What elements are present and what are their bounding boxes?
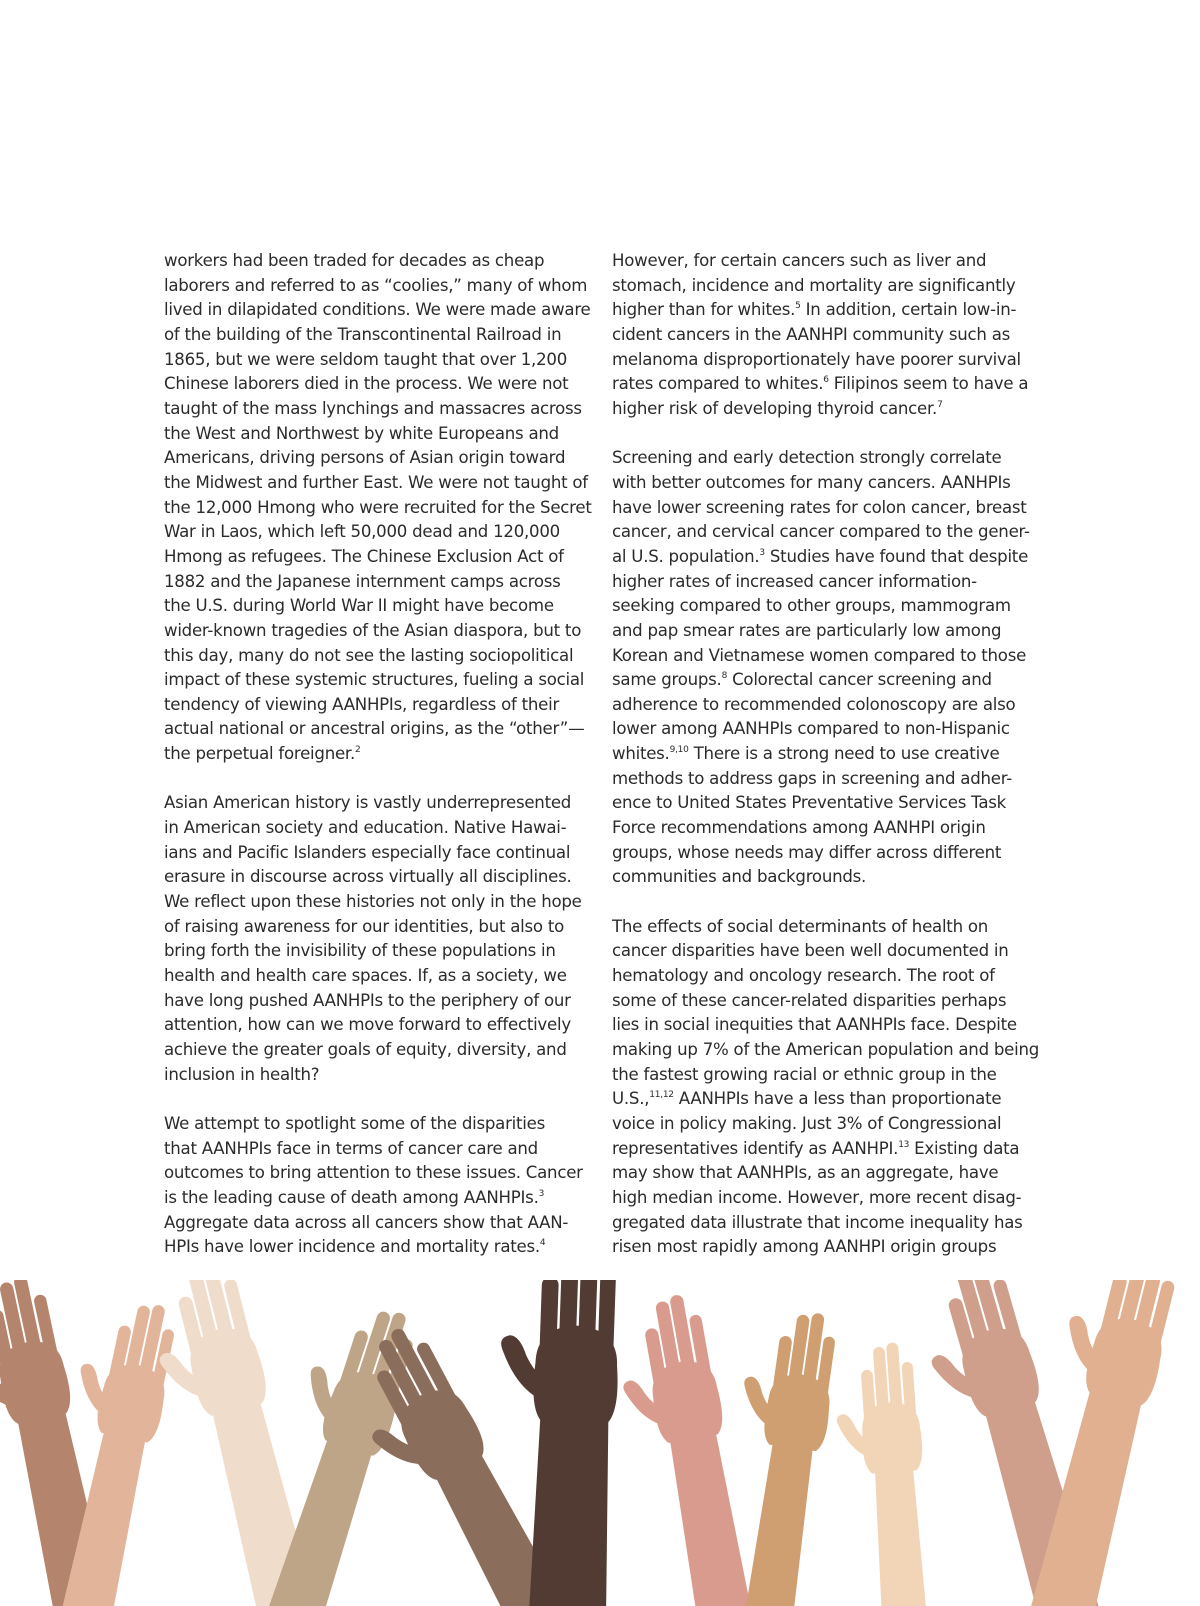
text-line (164, 915, 594, 940)
text-run: bring forth the invisibility of these populations in (164, 941, 556, 961)
footnote-ref: 3 (759, 547, 765, 558)
text-line (612, 298, 1042, 323)
text-line (612, 545, 1042, 570)
left-paragraph-2 (164, 791, 594, 1087)
text-run: HPIs have lower incidence and mortality rates. (164, 1237, 540, 1257)
text-line (164, 865, 594, 890)
text-line: melanoma disproportionately have poorer survival (612, 349, 1021, 369)
text-run: We reflect upon these histories not only in the hope (164, 892, 582, 912)
text-line (612, 372, 1042, 397)
text-line: gregated data illustrate that income inequality has (612, 1212, 1023, 1232)
text-line: high median income. However, more recent disag- (612, 1187, 1022, 1207)
text-run: workers had been traded for decades as cheap (164, 251, 545, 270)
text-run: achieve the greater goals of equity, diversity, and (164, 1040, 567, 1059)
text-run: attention, how can we move forward to effectively (164, 1015, 571, 1035)
text-line: methods to address gaps in screening and adher- (612, 768, 1012, 788)
text-line (164, 619, 594, 644)
text-run: War in Laos, which left 50,000 dead and 120,000 (164, 522, 560, 542)
text-line (164, 496, 594, 521)
text-line: may show that AANHPIs, as an aggregate, have (612, 1163, 999, 1183)
text-line: Korean and Vietnamese women compared to those (612, 645, 1027, 665)
text-line (164, 1038, 594, 1063)
text-run: al U.S. population. (612, 546, 760, 566)
text-line (164, 791, 594, 816)
text-run: whites. (612, 744, 670, 764)
footnote-ref: 11,12 (649, 1090, 674, 1101)
text-run: Studies have found that despite (764, 546, 1029, 566)
text-line (612, 1137, 1042, 1162)
text-line: outcomes to bring attention to these issues. Cancer (164, 1163, 583, 1183)
footnote-ref: 8 (721, 671, 728, 682)
text-run: taught of the mass lynchings and massacres across (164, 398, 582, 418)
right-column (612, 249, 1042, 1260)
text-line: and pap smear rates are particularly low among (612, 620, 1002, 640)
text-line (164, 422, 594, 447)
text-run: the Midwest and further East. We were not taught of (164, 472, 588, 492)
text-line: The effects of social determinants of health on (612, 916, 989, 936)
text-line (164, 545, 594, 570)
text-run: higher risk of developing thyroid cancer. (612, 398, 938, 418)
text-line (612, 742, 1042, 767)
text-run: AANHPIs have a less than proportionate (673, 1089, 1002, 1109)
text-line (612, 668, 1042, 693)
text-line (164, 471, 594, 496)
text-run: Asian American history is vastly underrepresented (164, 793, 572, 813)
text-line (612, 1087, 1042, 1112)
text-line (164, 989, 594, 1014)
text-line: lies in social inequities that AANHPIs face. Despite (612, 1015, 1017, 1035)
text-line: However, for certain cancers such as liver and (612, 251, 987, 270)
text-run: in American society and education. Native Hawai- (164, 818, 567, 838)
text-line (164, 372, 594, 397)
raised-hands-illustration (0, 1280, 1200, 1606)
left-paragraph-1 (164, 249, 594, 767)
text-line (164, 348, 594, 373)
footnote-ref: 9,10 (669, 745, 689, 756)
text-line (164, 1063, 594, 1088)
text-line: lower among AANHPIs compared to non-Hispanic (612, 719, 1010, 739)
text-line: the fastest growing racial or ethnic group in the (612, 1064, 997, 1084)
raised-hand-icon (832, 1341, 938, 1606)
text-line (164, 964, 594, 989)
text-run: health and health care spaces. If, as a society, we (164, 966, 567, 986)
text-run: 1865, but we were seldom taught that over 1,200 (164, 349, 568, 369)
text-line: cancer disparities have been well documented in (612, 941, 1009, 961)
text-line (164, 816, 594, 841)
text-run: There is a strong need to use creative (688, 744, 1000, 764)
text-line: adherence to recommended colonoscopy are also (612, 694, 1016, 714)
text-run: actual national or ancestral origins, as the “other”— (164, 719, 585, 739)
text-line (164, 939, 594, 964)
text-run: of the building of the Transcontinental Railroad in (164, 324, 562, 344)
text-run: rates compared to whites. (612, 374, 824, 394)
text-line: risen most rapidly among AANHPI origin groups (612, 1237, 997, 1257)
text-line (164, 841, 594, 866)
text-run: tendency of viewing AANHPIs, regardless of their (164, 694, 560, 714)
text-run: Americans, driving persons of Asian origin toward (164, 448, 566, 468)
text-line: voice in policy making. Just 3% of Congressional (612, 1113, 1002, 1133)
footnote-ref: 4 (539, 1238, 546, 1249)
footnote-ref: 5 (795, 301, 801, 312)
text-line: that AANHPIs face in terms of cancer care and (164, 1138, 538, 1158)
text-line (164, 668, 594, 693)
text-run: In addition, certain low-in- (800, 300, 1017, 320)
footnote-ref: 7 (937, 399, 943, 410)
text-run: is the leading cause of death among AANHPIs. (164, 1187, 539, 1207)
text-run: the perpetual foreigner. (164, 744, 355, 764)
text-line (164, 1235, 594, 1260)
text-line (164, 323, 594, 348)
text-run: the West and Northwest by white Europeans and (164, 423, 559, 443)
text-run: of raising awareness for our identities, but also to (164, 916, 565, 936)
left-column (164, 249, 594, 1260)
text-line (164, 890, 594, 915)
right-paragraph-3 (612, 915, 1042, 1260)
text-run: laborers and referred to as “coolies,” many of whom (164, 275, 588, 295)
text-line: communities and backgrounds. (612, 867, 867, 887)
text-run: ians and Pacific Islanders especially face continual (164, 842, 571, 862)
text-run: same groups. (612, 670, 722, 690)
text-line (164, 520, 594, 545)
left-paragraph-3 (164, 1112, 594, 1260)
text-run: Chinese laborers died in the process. We were not (164, 374, 569, 394)
text-line (164, 717, 594, 742)
text-line: cident cancers in the AANHPI community such as (612, 324, 1011, 344)
text-run: have long pushed AANHPIs to the periphery of our (164, 990, 571, 1010)
text-run: higher than for whites. (612, 300, 796, 320)
text-line (164, 446, 594, 471)
text-line: stomach, incidence and mortality are significantly (612, 275, 1016, 295)
text-run: Hmong as refugees. The Chinese Exclusion Act of (164, 546, 564, 566)
text-line: making up 7% of the American population and being (612, 1040, 1040, 1059)
text-line: higher rates of increased cancer information- (612, 571, 977, 591)
text-run: Colorectal cancer screening and (727, 670, 992, 690)
text-run: Existing data (909, 1138, 1020, 1158)
text-run: inclusion in health? (164, 1064, 320, 1084)
text-line: We attempt to spotlight some of the disparities (164, 1113, 545, 1133)
text-line (164, 594, 594, 619)
text-run: impact of these systemic structures, fueling a social (164, 670, 585, 690)
text-line: with better outcomes for many cancers. AANHPIs (612, 472, 1011, 492)
right-paragraph-1 (612, 249, 1042, 422)
text-line (164, 298, 594, 323)
text-line: groups, whose needs may differ across different (612, 842, 1002, 862)
text-line (612, 397, 1042, 422)
text-line (164, 742, 594, 767)
text-run: this day, many do not see the lasting sociopolitical (164, 645, 574, 665)
text-run: U.S., (612, 1089, 650, 1109)
text-run: the 12,000 Hmong who were recruited for the Secret (164, 497, 592, 517)
text-line (164, 1186, 594, 1211)
text-line (164, 397, 594, 422)
text-run: representatives identify as AANHPI. (612, 1138, 899, 1158)
text-run: Filipinos seem to have a (828, 374, 1029, 394)
text-run: lived in dilapidated conditions. We were made aware (164, 300, 591, 320)
text-line (164, 693, 594, 718)
footnote-ref: 13 (898, 1139, 910, 1150)
raised-hand-icon (609, 1291, 765, 1606)
text-run: the U.S. during World War II might have become (164, 596, 554, 616)
text-line (164, 570, 594, 595)
text-run: wider-known tragedies of the Asian diaspora, but to (164, 620, 582, 640)
text-line (164, 1013, 594, 1038)
text-line: Screening and early detection strongly correlate (612, 448, 1002, 468)
text-line: some of these cancer-related disparities perhaps (612, 990, 1007, 1010)
text-run: 1882 and the Japanese internment camps across (164, 571, 561, 591)
text-line (164, 274, 594, 299)
footnote-ref: 6 (823, 375, 829, 386)
text-line: Force recommendations among AANHPI origin (612, 818, 986, 838)
footnote-ref: 3 (538, 1188, 545, 1199)
right-paragraph-2 (612, 446, 1042, 890)
text-line: cancer, and cervical cancer compared to the gener- (612, 522, 1030, 542)
text-line: hematology and oncology research. The root of (612, 966, 995, 986)
text-line: have lower screening rates for colon cancer, breast (612, 497, 1027, 517)
text-line (164, 249, 594, 274)
text-run: erasure in discourse across virtually all disciplines. (164, 867, 572, 887)
text-line: seeking compared to other groups, mammogram (612, 596, 1011, 616)
text-line (164, 644, 594, 669)
text-line: ence to United States Preventative Services Task (612, 793, 1006, 813)
text-line: Aggregate data across all cancers show that AAN- (164, 1212, 569, 1232)
footnote-ref: 2 (355, 745, 361, 756)
